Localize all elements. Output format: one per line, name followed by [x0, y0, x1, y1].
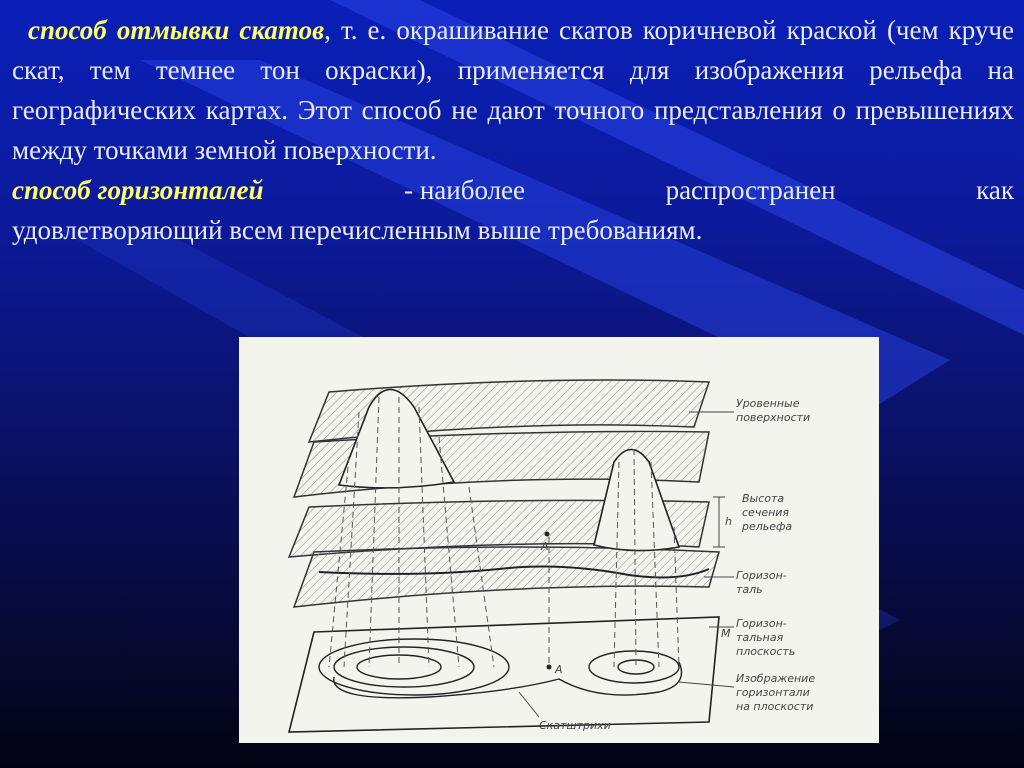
- label-hachures: Скатштрихи: [539, 719, 611, 732]
- label-section-3: рельефа: [742, 520, 793, 533]
- label-point-a-upper: A: [541, 540, 549, 553]
- contour-word-1: - наиболее: [404, 175, 526, 205]
- point-a-lower-marker: [547, 665, 552, 670]
- label-plane-1: Горизон-: [736, 617, 787, 630]
- contour-method-line1: [12, 170, 1014, 210]
- paragraph-contour-method: [12, 170, 1014, 250]
- label-section-2: сечения: [742, 506, 790, 519]
- contour-method-line2: удовлетворяющий всем перечисленным выше требованиям.: [12, 215, 703, 245]
- label-image-3: на плоскости: [736, 700, 814, 713]
- label-contour-1: Горизон-: [736, 569, 787, 582]
- label-level-surfaces-2: поверхности: [736, 411, 811, 424]
- point-a-upper-marker: [545, 532, 550, 537]
- term-shading-method: способ отмывки скатов: [28, 15, 325, 45]
- label-section-1: Высота: [742, 492, 785, 505]
- relief-contour-diagram: [239, 337, 879, 743]
- label-point-a-lower: A: [555, 663, 563, 676]
- label-image-2: горизонтали: [736, 686, 810, 699]
- label-plane-m: M: [721, 627, 731, 640]
- text-content: [12, 10, 1014, 250]
- contour-word-3: как: [976, 175, 1014, 205]
- contour-word-2: распространен: [665, 175, 836, 205]
- term-contour-method: способ горизонталей: [12, 175, 264, 205]
- shading-method-description: , т. е. окрашивание скатов коричневой краской (чем круче скат, тем темнее тон окраски), применяется для изображения рельефа на географических картах. Этот способ не дают точного представления о превышениях между точками земной поверхности.: [12, 15, 1014, 165]
- label-level-surfaces-1: Уровенные: [736, 397, 800, 410]
- diagram-svg: [239, 337, 879, 743]
- label-contour-2: таль: [736, 583, 763, 596]
- paragraph-shading-method: [12, 10, 1014, 170]
- label-h: h: [725, 515, 732, 528]
- horizontal-plane: [289, 617, 719, 732]
- label-image-1: Изображение: [736, 672, 816, 685]
- label-plane-2: тальная: [736, 631, 784, 644]
- label-plane-3: плоскость: [736, 645, 796, 658]
